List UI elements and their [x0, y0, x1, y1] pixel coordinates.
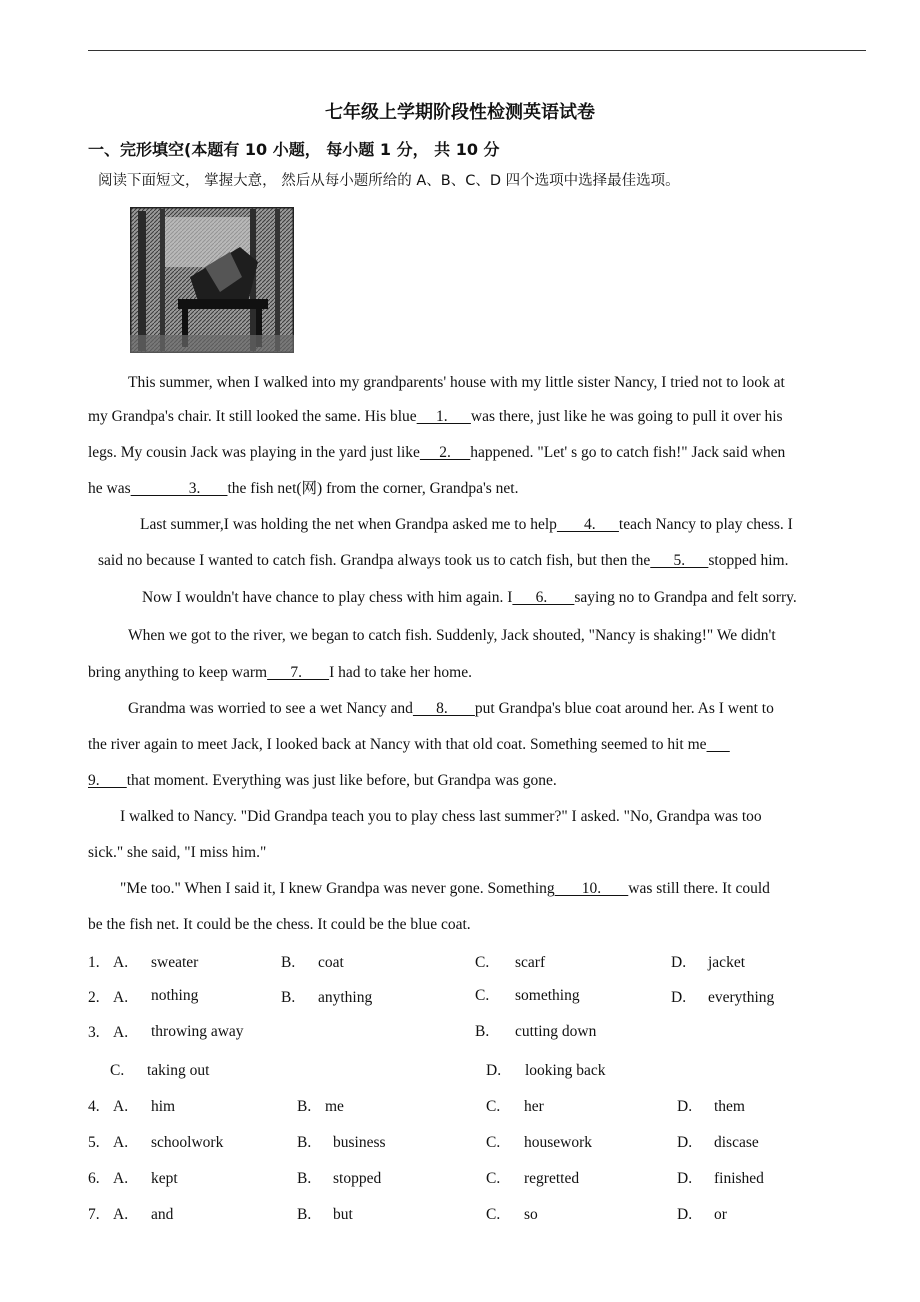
option-letter: A. — [113, 1024, 129, 1041]
question-number: 1. — [88, 954, 100, 971]
option-text: everything — [708, 989, 775, 1006]
passage-line: the river again to meet Jack, I looked back at Nancy with that old coat. Something seemed to hit me — [88, 735, 730, 755]
option-letter: C. — [475, 954, 490, 971]
question-number: 3. — [88, 1024, 100, 1041]
option-text: nothing — [151, 987, 199, 1004]
option-letter: A. — [113, 1206, 129, 1223]
question-number: 7. — [88, 1206, 100, 1223]
option-letter: C. — [486, 1098, 501, 1115]
option-text: and — [151, 1206, 174, 1223]
passage-line: bring anything to keep warm 7. I had to take her home. — [88, 664, 472, 681]
option-letter: D. — [677, 1134, 693, 1151]
option-letter: A. — [113, 989, 129, 1006]
option-letter: C. — [486, 1170, 501, 1187]
passage-line: sick." she said, "I miss him." — [88, 844, 267, 861]
option-letter: C. — [486, 1134, 501, 1151]
option-text: schoolwork — [151, 1134, 224, 1151]
question-number: 2. — [88, 989, 100, 1006]
option-text: stopped — [333, 1170, 382, 1187]
option-letter: B. — [281, 954, 296, 971]
blank-8: 8. — [412, 700, 475, 717]
passage-line: When we got to the river, we began to catch fish. Suddenly, Jack shouted, "Nancy is shaking!" We didn't — [128, 627, 776, 644]
option-text: cutting down — [515, 1023, 597, 1040]
page-title: 七年级上学期阶段性检测英语试卷 — [325, 102, 595, 123]
option-text: taking out — [147, 1062, 210, 1079]
blank-10: 10. — [554, 880, 629, 897]
option-text: business — [333, 1134, 386, 1151]
passage-line: he was 3. the fish net(网) from the corner, Grandpa's net. — [88, 480, 519, 497]
question-number: 4. — [88, 1098, 100, 1115]
passage-line: Grandma was worried to see a wet Nancy and 8. put Grandpa's blue coat around her. As I went to — [128, 700, 774, 717]
option-text: or — [714, 1206, 727, 1223]
option-letter: A. — [113, 954, 129, 971]
option-letter: B. — [297, 1170, 312, 1187]
passage-line: legs. My cousin Jack was playing in the yard just like 2. happened. "Let' s go to catch fish!" Jack said when — [88, 444, 786, 461]
passage-line: be the fish net. It could be the chess. It could be the blue coat. — [88, 916, 471, 933]
option-letter: D. — [671, 954, 687, 971]
instructions: 阅读下面短文， 掌握大意， 然后从每小题所给的 A、B、C、D 四个选项中选择最佳选项。 — [98, 173, 680, 189]
option-text: looking back — [525, 1062, 606, 1079]
option-text: kept — [151, 1170, 178, 1187]
option-text: so — [524, 1206, 538, 1223]
option-letter: B. — [475, 1023, 490, 1040]
passage-line: Now I wouldn't have chance to play chess with him again. I 6. saying no to Grandpa and felt sorry. — [142, 589, 797, 606]
option-letter: A. — [113, 1170, 129, 1187]
option-text: anything — [318, 989, 373, 1006]
option-text: jacket — [708, 954, 746, 971]
blank-4: 4. — [556, 516, 619, 533]
blank-9-start — [707, 736, 730, 753]
blank-9: 9. — [88, 772, 127, 789]
blank-2: 2. — [419, 444, 471, 461]
blank-6: 6. — [512, 589, 575, 606]
option-text: finished — [714, 1170, 764, 1187]
option-text: sweater — [151, 954, 199, 971]
question-number: 6. — [88, 1170, 100, 1187]
option-letter: D. — [677, 1170, 693, 1187]
option-letter: D. — [677, 1206, 693, 1223]
passage-line: I walked to Nancy. "Did Grandpa teach you to play chess last summer?" I asked. "No, Grandpa was too — [120, 808, 762, 825]
option-letter: A. — [113, 1134, 129, 1151]
option-letter: A. — [113, 1098, 129, 1115]
option-letter: C. — [486, 1206, 501, 1223]
option-letter: C. — [475, 987, 490, 1004]
blank-1: 1. — [416, 408, 471, 425]
option-text: her — [524, 1098, 544, 1115]
option-letter: D. — [671, 989, 687, 1006]
section-heading: 一、完形填空(本题有 10 小题， 每小题 1 分， 共 10 分 — [88, 140, 500, 159]
option-text: him — [151, 1098, 176, 1115]
option-letter: D. — [677, 1098, 693, 1115]
option-letter: B. — [297, 1098, 312, 1115]
passage-line: said no because I wanted to catch fish. Grandpa always took us to catch fish, but then the 5. stopped him. — [98, 552, 789, 569]
passage-line: 9. that moment. Everything was just like before, but Grandpa was gone. — [88, 772, 557, 789]
option-letter: D. — [486, 1062, 502, 1079]
option-text: discase — [714, 1134, 759, 1151]
passage-line: Last summer,I was holding the net when Grandpa asked me to help 4. teach Nancy to play chess. I — [140, 516, 793, 533]
option-text: them — [714, 1098, 745, 1115]
blank-3: 3. — [130, 480, 228, 497]
option-text: something — [515, 987, 580, 1004]
passage-illustration — [130, 207, 294, 353]
blank-5: 5. — [650, 552, 709, 569]
blank-7: 7. — [267, 664, 330, 681]
passage-line: "Me too." When I said it, I knew Grandpa was never gone. Something 10. was still there. It could — [120, 880, 770, 897]
option-letter: B. — [297, 1134, 312, 1151]
option-text: but — [333, 1206, 353, 1223]
header-rule — [88, 50, 866, 51]
passage-line: This summer, when I walked into my grandparents' house with my little sister Nancy, I tried not to look at — [128, 374, 785, 391]
passage-line: my Grandpa's chair. It still looked the same. His blue 1. was there, just like he was going to pull it over his — [88, 408, 783, 425]
question-number: 5. — [88, 1134, 100, 1151]
option-text: coat — [318, 954, 344, 971]
option-text: regretted — [524, 1170, 580, 1187]
option-letter: B. — [281, 989, 296, 1006]
option-text: scarf — [515, 954, 546, 971]
option-letter: B. — [297, 1206, 312, 1223]
option-text: housework — [524, 1134, 593, 1151]
option-letter: C. — [110, 1062, 125, 1079]
option-text: throwing away — [151, 1023, 244, 1040]
option-text: me — [325, 1098, 344, 1115]
